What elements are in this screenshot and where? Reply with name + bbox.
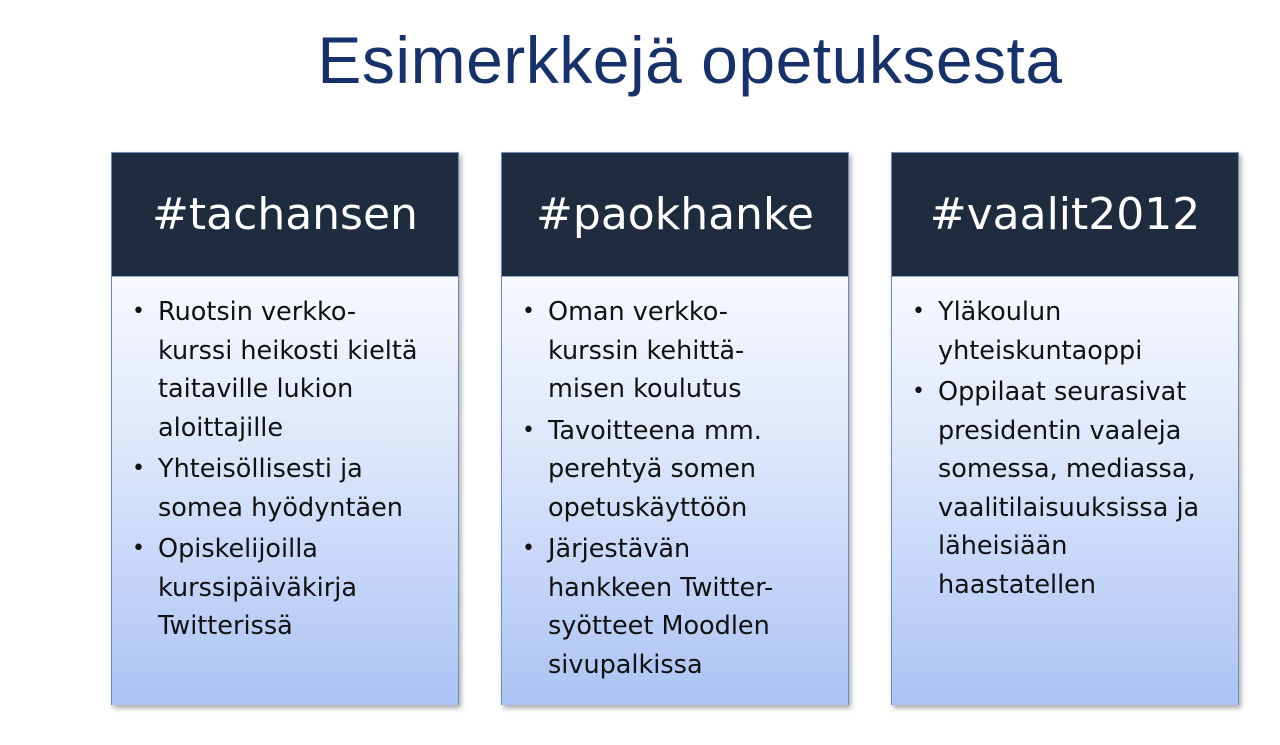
list-item-line: taitaville lukion	[158, 374, 354, 404]
card-heading: #tachansen	[112, 153, 458, 277]
list-item-line: kurssipäiväkirja	[158, 572, 357, 603]
bullet-icon: •	[912, 299, 925, 324]
bullet-icon: •	[132, 536, 145, 561]
bullet-icon: •	[522, 299, 535, 324]
list-item-line: Yhteisöllisesti ja	[158, 454, 363, 484]
list-item-line: kurssi heikosti kieltä	[158, 335, 418, 366]
list-item	[910, 293, 1228, 370]
list-item-line: presidentin vaaleja	[938, 415, 1182, 446]
list-item	[130, 450, 448, 527]
list-item	[910, 373, 1228, 604]
list-item-line: syötteet Moodlen	[548, 611, 770, 641]
bullet-icon: •	[132, 456, 145, 481]
card-body	[502, 277, 848, 705]
card-paokhanke	[501, 152, 849, 705]
list-item-line: misen koulutus	[548, 374, 742, 404]
list-item-line: aloittajille	[158, 412, 284, 443]
bullet-list	[910, 293, 1228, 604]
list-item-line: haastatellen	[938, 569, 1097, 600]
list-item-line: Oppilaat seurasivat	[938, 377, 1187, 407]
list-item-line: läheisiään	[938, 531, 1068, 561]
list-item-line: perehtyä somen	[548, 454, 757, 484]
list-item-line: yhteiskuntaoppi	[938, 335, 1143, 366]
list-item-line: Oman verkko-	[548, 297, 728, 327]
slide-title: Esimerkkejä opetuksesta	[317, 23, 1063, 97]
bullet-icon: •	[522, 417, 535, 443]
list-item-line: somessa, mediassa,	[938, 454, 1196, 484]
list-item-line: sivupalkissa	[548, 649, 703, 680]
list-item	[130, 530, 448, 646]
list-item-line: somea hyödyntäen	[158, 492, 403, 523]
list-item	[520, 530, 838, 684]
list-item	[520, 293, 838, 409]
list-item-line: Yläkoulun	[938, 297, 1062, 327]
bullet-icon: •	[132, 299, 145, 324]
list-item-line: hankkeen Twitter-	[548, 572, 774, 603]
list-item	[520, 412, 838, 528]
list-item-line: kurssin kehittä-	[548, 335, 745, 366]
card-tachansen	[111, 152, 459, 705]
list-item-line: Opiskelijoilla	[158, 534, 318, 564]
list-item-line: opetuskäyttöön	[548, 492, 748, 523]
bullet-icon: •	[912, 379, 925, 404]
card-heading: #vaalit2012	[892, 153, 1238, 277]
bullet-icon: •	[522, 536, 535, 561]
list-item	[130, 293, 448, 447]
bullet-list	[520, 293, 838, 684]
list-item-line: Tavoitteena mm.	[548, 415, 762, 446]
card-body	[892, 277, 1238, 705]
bullet-list	[130, 293, 448, 646]
list-item-line: Ruotsin verkko-	[158, 297, 357, 327]
card-heading: #paokhanke	[502, 153, 848, 277]
list-item-line: Järjestävän	[548, 534, 691, 564]
card-vaalit2012	[891, 152, 1239, 705]
list-item-line: Twitterissä	[158, 611, 293, 641]
list-item-line: vaalitilaisuuksissa ja	[938, 492, 1200, 523]
card-body	[112, 277, 458, 705]
